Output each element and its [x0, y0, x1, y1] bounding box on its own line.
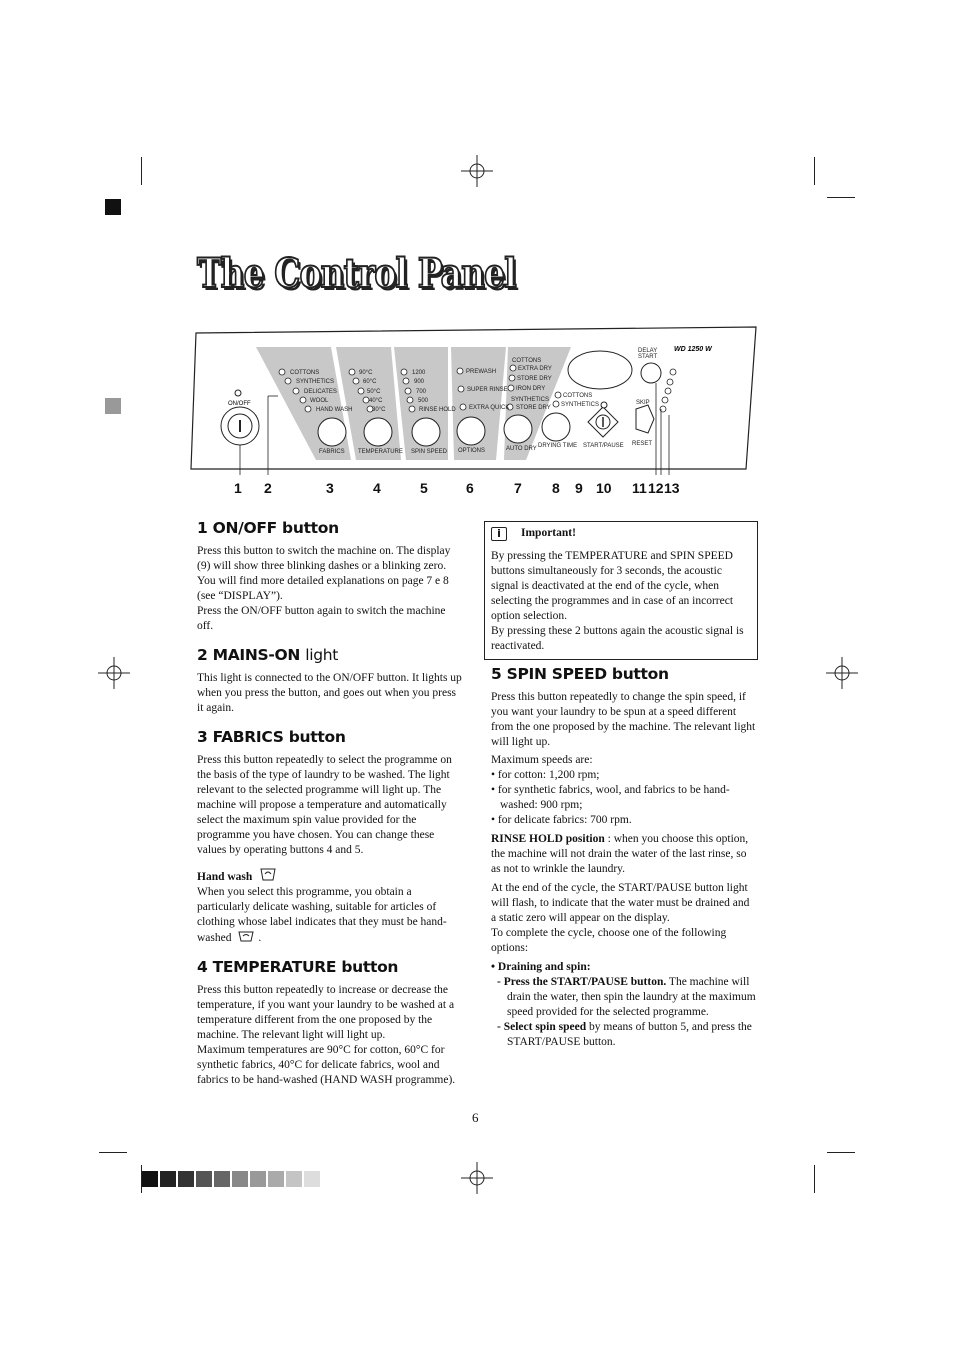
crop-mark: [827, 1152, 855, 1153]
paragraph: To complete the cycle, choose one of the following options:: [491, 927, 727, 954]
paragraph: Press this button repeatedly to select the programme on the basis of the type of laundry to be washed. The light relevant to the selected programme will light up. The machine will propose a temperature and automatically select the maximum spin value provided for the programme you have chosen. You can change these values by operating buttons 4 and 5.: [197, 754, 452, 856]
callout-number: 8: [552, 480, 560, 496]
svg-text:COTTONS: COTTONS: [512, 358, 542, 364]
drain-title: • Draining and spin:: [491, 961, 591, 973]
svg-text:SUPER RINSE: SUPER RINSE: [467, 387, 508, 393]
svg-text:STORE DRY: STORE DRY: [516, 405, 551, 411]
color-swatch: [196, 1171, 212, 1187]
callout-number: 11: [632, 480, 647, 496]
svg-text:DRYING TIME: DRYING TIME: [538, 443, 578, 449]
right-column: [491, 667, 757, 1050]
svg-text:40°C: 40°C: [369, 398, 383, 404]
paragraph: At the end of the cycle, the START/PAUSE button light will flash, to indicate that the water must be drained and a static zero will appear on the display.: [491, 882, 750, 924]
svg-text:RESET: RESET: [632, 441, 653, 447]
paragraph: [197, 885, 463, 946]
handwash-icon: [237, 930, 255, 942]
registration-mark: [826, 657, 858, 689]
callout-number: 9: [575, 480, 583, 496]
svg-text:PREWASH: PREWASH: [466, 369, 497, 375]
crop-mark: [814, 1165, 815, 1193]
rinse-hold-text: : when you choose this option, the machine will not drain the water of the last rinse, so as not to wrinkle the laundry.: [491, 833, 749, 875]
crop-mark: [99, 1152, 127, 1153]
rinse-hold-label: RINSE HOLD position: [491, 833, 605, 845]
important-header: [491, 526, 751, 541]
svg-text:WOOL: WOOL: [310, 398, 329, 404]
registration-mark: [98, 657, 130, 689]
option-text: The machine will drain the water, then spin the laundry at the maximum speed provided for the selected programme.: [507, 976, 756, 1018]
option-bold: - Press the START/PAUSE button.: [497, 976, 667, 988]
handwash-end: .: [258, 932, 262, 944]
paragraph: Press the ON/OFF button again to switch the machine off.: [197, 605, 446, 632]
heading-bold: 2 MAINS-ON: [197, 646, 301, 664]
svg-text:DELICATES: DELICATES: [304, 389, 337, 395]
bullet-item: • for synthetic fabrics, wool, and fabrics to be hand-washed: 900 rpm;: [491, 784, 730, 811]
svg-text:SKIP: SKIP: [636, 400, 650, 406]
svg-text:AUTO DRY: AUTO DRY: [506, 446, 537, 452]
section-heading: 4 TEMPERATURE button: [197, 958, 399, 976]
callout-number: 1: [234, 480, 242, 496]
svg-text:SYNTHETICS: SYNTHETICS: [511, 397, 550, 403]
svg-text:90°C: 90°C: [359, 370, 373, 376]
color-swatch: [142, 1171, 158, 1187]
paragraph: [491, 832, 757, 877]
svg-text:EXTRA QUICK: EXTRA QUICK: [469, 405, 510, 411]
paragraph: Maximum temperatures are 90°C for cotton, 60°C for synthetic fabrics, 40°C for delicate fabrics, wool and fabrics to be hand-washed (HAND WASH programme).: [197, 1044, 456, 1086]
svg-text:EXTRA DRY: EXTRA DRY: [518, 366, 552, 372]
svg-text:FABRICS: FABRICS: [319, 449, 345, 455]
svg-text:1200: 1200: [412, 370, 426, 376]
svg-text:COTTONS: COTTONS: [290, 370, 320, 376]
handwash-title: [197, 866, 463, 885]
option-text: by means of button 5, and press the START/PAUSE button.: [507, 1021, 752, 1048]
crop-mark: [141, 157, 142, 185]
print-square-grey: [105, 398, 121, 414]
handwash-text: When you select this programme, you obtain a particularly delicate washing, suitable for articles of clothing whose label indicates that they must be hand-washed: [197, 886, 447, 944]
paragraph: Press this button repeatedly to increase or decrease the temperature, if you want your laundry to be washed at a temperature different from the one proposed by the machine. The relevant light will light up.: [197, 984, 455, 1041]
color-swatch: [178, 1171, 194, 1187]
svg-text:SPIN SPEED: SPIN SPEED: [411, 449, 448, 455]
svg-text:30°C: 30°C: [372, 407, 386, 413]
section-heading: [197, 648, 463, 663]
paragraph: Press this button to switch the machine on. The display (9) will show three blinking dashes or a blinking zero. You will find more detailed explanations on page 7 e 8 (see “DISPLAY”).: [197, 545, 451, 602]
svg-text:STORE DRY: STORE DRY: [517, 376, 552, 382]
important-title: Important!: [521, 527, 576, 539]
color-swatch: [160, 1171, 176, 1187]
handwash-title-text: Hand wash: [197, 871, 253, 883]
callout-number: 6: [466, 480, 474, 496]
section-heading: 3 FABRICS button: [197, 728, 346, 746]
print-square-black: [105, 199, 121, 215]
svg-text:900: 900: [414, 379, 425, 385]
svg-text:700: 700: [416, 389, 427, 395]
option-item: [491, 975, 757, 1020]
control-panel-diagram: [186, 325, 760, 475]
svg-text:HAND WASH: HAND WASH: [316, 407, 353, 413]
svg-text:START/PAUSE: START/PAUSE: [583, 443, 624, 449]
option-item: [491, 1020, 757, 1050]
svg-text:OPTIONS: OPTIONS: [458, 448, 486, 454]
info-icon: i: [491, 527, 507, 541]
left-column: [197, 521, 463, 1102]
heading-light: light: [305, 646, 339, 664]
callout-numbers: [0, 480, 954, 500]
svg-text:TEMPERATURE: TEMPERATURE: [358, 449, 403, 455]
handwash-icon: [259, 866, 277, 882]
svg-text:COTTONS: COTTONS: [563, 393, 593, 399]
svg-text:IRON DRY: IRON DRY: [516, 386, 546, 392]
paragraph: This light is connected to the ON/OFF button. It lights up when you press the button, and goes out when you press it again.: [197, 672, 462, 714]
page-title: The Control Panel: [197, 250, 516, 297]
callout-number: 13: [664, 480, 680, 496]
color-swatch: [268, 1171, 284, 1187]
svg-text:60°C: 60°C: [363, 379, 377, 385]
bullet-item: • for delicate fabrics: 700 rpm.: [491, 814, 632, 826]
paragraph: By pressing the TEMPERATURE and SPIN SPEED buttons simultaneously for 3 seconds, the acoustic signal is deactivated at the end of the cycle, when selecting the programmes and in case of an incorrect option selection.: [491, 550, 734, 622]
callout-number: 5: [420, 480, 428, 496]
svg-text:RINSE HOLD: RINSE HOLD: [419, 407, 456, 413]
bullet-item: • for cotton: 1,200 rpm;: [491, 769, 600, 781]
important-box: [484, 521, 758, 660]
svg-text:SYNTHETICS: SYNTHETICS: [296, 379, 335, 385]
callout-number: 2: [264, 480, 272, 496]
color-swatch: [250, 1171, 266, 1187]
color-swatch: [286, 1171, 302, 1187]
color-swatch: [232, 1171, 248, 1187]
svg-text:START: START: [638, 354, 658, 360]
callout-number: 12: [648, 480, 664, 496]
callout-number: 10: [596, 480, 612, 496]
paragraph: Maximum speeds are:: [491, 754, 593, 766]
page-number: 6: [472, 1110, 479, 1125]
crop-mark: [827, 197, 855, 198]
svg-text:ON/OFF: ON/OFF: [228, 401, 251, 407]
svg-text:SYNTHETICS: SYNTHETICS: [561, 402, 600, 408]
color-swatch: [304, 1171, 320, 1187]
option-bold: - Select spin speed: [497, 1021, 587, 1033]
crop-mark: [814, 157, 815, 185]
svg-text:500: 500: [418, 398, 429, 404]
section-heading: 1 ON/OFF button: [197, 519, 339, 537]
paragraph: By pressing these 2 buttons again the acoustic signal is reactivated.: [491, 625, 744, 652]
color-swatch: [214, 1171, 230, 1187]
callout-number: 3: [326, 480, 334, 496]
paragraph: Press this button repeatedly to change the spin speed, if you want your laundry to be spun at a speed different from the one proposed by the machine. The relevant light will light up.: [491, 691, 756, 748]
svg-text:50°C: 50°C: [367, 389, 381, 395]
registration-mark: [461, 1162, 493, 1194]
svg-text:WD 1250 W: WD 1250 W: [674, 346, 712, 353]
registration-mark: [461, 155, 493, 187]
svg-text:DELAY: DELAY: [638, 348, 658, 354]
callout-number: 7: [514, 480, 522, 496]
callout-number: 4: [373, 480, 381, 496]
section-heading: 5 SPIN SPEED button: [491, 665, 669, 683]
